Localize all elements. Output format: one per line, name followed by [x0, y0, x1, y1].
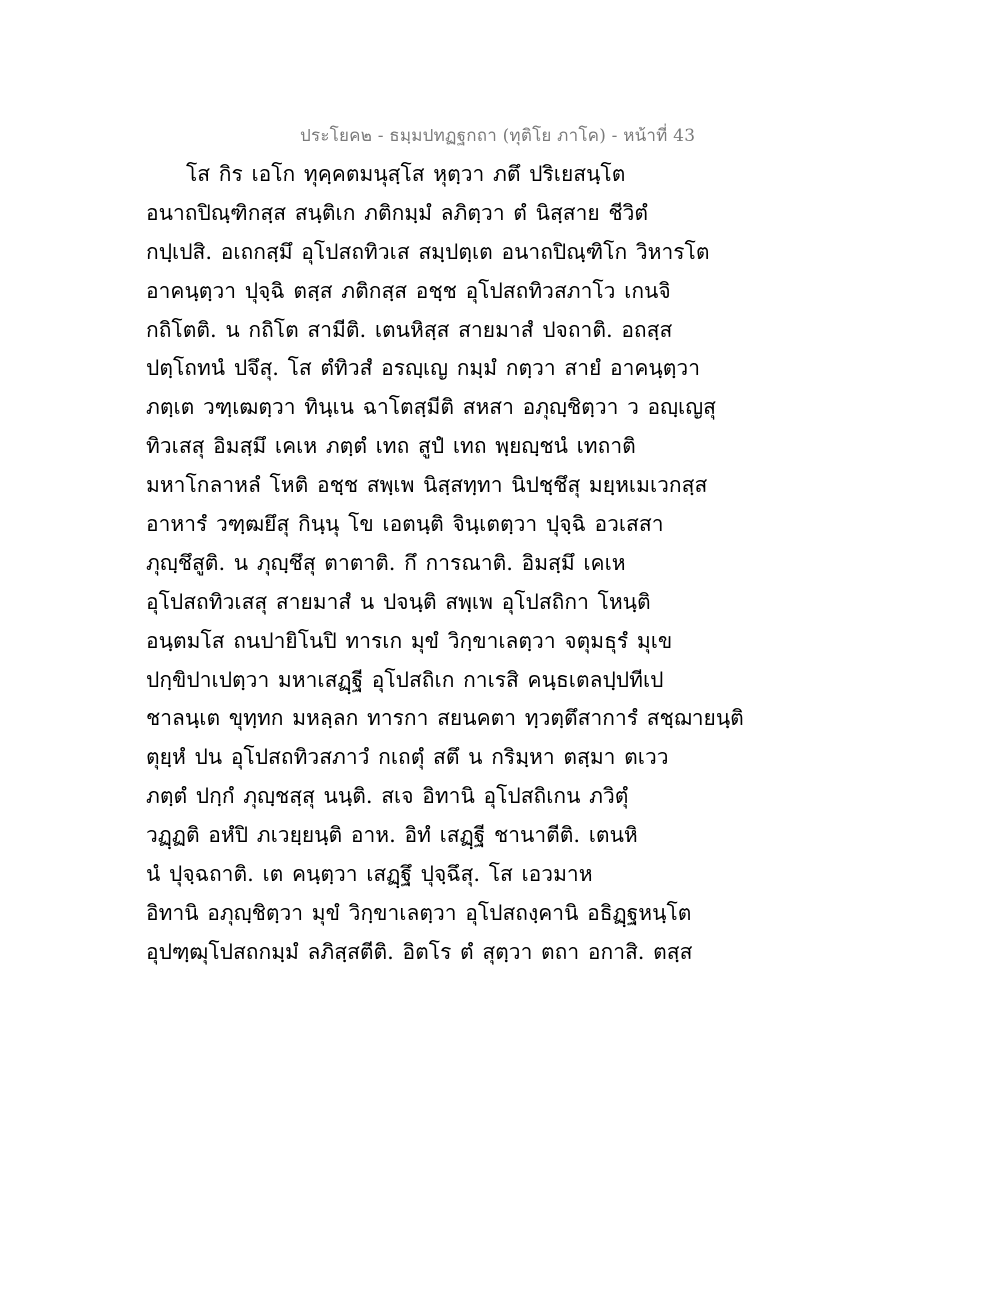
- text-line: ทิวเสสุ อิมสฺมึ เคเห ภตฺตํ เทถ สูปํ เทถ พฺยญฺชนํ เทถาติ: [146, 434, 636, 459]
- text-line: อนาถปิณฺฑิกสฺส สนฺติเก ภติกมฺมํ ลภิตฺวา ตํ นิสฺสาย ชีวิตํ: [146, 200, 649, 225]
- text-line: กถิโตติ. น กถิโต สามีติ. เตนหิสฺส สายมาสํ ปจถาติ. อถสฺส: [146, 317, 673, 342]
- text-line: อาคนฺตฺวา ปุจฺฉิ ตสฺส ภติกสฺส อชฺช อุโปสถทิวสภาโว เกนจิ: [146, 278, 671, 303]
- text-line: อาหารํ วฑฺฒยึสุ กินฺนุ โข เอตนฺติ จินฺเตตฺวา ปุจฺฉิ อวเสสา: [146, 512, 664, 537]
- text-line: ภตฺตํ ปกฺกํ ภุญฺชสฺสุ นนฺติ. สเจ อิทานิ อุโปสถิเกน ภวิตุํ: [146, 784, 629, 809]
- running-header: ประโยค๒ - ธมฺมปทฏฐกถา (ทุติโย ภาโค) - หน้าที่ 43: [300, 126, 696, 146]
- text-line: ตุยฺหํ ปน อุโปสถทิวสภาวํ กเถตุํ สตึ น กริมฺหา ตสฺมา ตเวว: [146, 745, 669, 770]
- text-line: นํ ปุจฺฉถาติ. เต คนฺตฺวา เสฏฺฐึ ปุจฺฉึสุ. โส เอวมาห: [146, 862, 593, 887]
- text-line: ภุญฺชึสูติ. น ภุญฺชึสุ ตาตาติ. กึ การณาติ. อิมสฺมึ เคเห: [146, 550, 626, 575]
- text-line: ภตฺเต วฑฺเฒตฺวา ทินฺเน ฉาโตสฺมีติ สหสา อภุญฺชิตฺวา ว อญฺเญสุ: [146, 395, 716, 420]
- text-line: ปกฺขิปาเปตฺวา มหาเสฏฺฐี อุโปสถิเก กาเรสิ คนฺธเตลปฺปทีเป: [146, 667, 664, 692]
- text-line: อุปฑฺฒุโปสถกมฺมํ ลภิสฺสตีติ. อิตโร ตํ สุตฺวา ตถา อกาสิ. ตสฺส: [146, 939, 693, 964]
- text-line: วฏฺฏติ อหํปิ ภเวยฺยนฺติ อาห. อิทํ เสฏฺฐี ชานาตีติ. เตนหิ: [146, 823, 638, 848]
- text-line: ปตฺโถทนํ ปจึสุ. โส ตํทิวสํ อรญฺเญ กมฺมํ กตฺวา สายํ อาคนฺตฺวา: [146, 356, 701, 381]
- text-line: กปฺเปสิ. อเถกสฺมึ อุโปสถทิวเส สมฺปตฺเต อนาถปิณฺฑิโก วิหารโต: [146, 239, 710, 264]
- text-line: อนฺตมโส ถนปายิโนปิ ทารเก มุขํ วิกฺขาเลตฺวา จตุมธุรํ มุเข: [146, 628, 673, 653]
- text-line: ชาลนฺเต ขุทฺทก มหลฺลก ทารกา สยนคตา ทฺวตฺตึสาการํ สชฺฌายนฺติ: [146, 706, 744, 731]
- text-line: มหาโกลาหลํ โหติ อชฺช สพฺเพ นิสฺสทฺทา นิปชฺชึสุ มยฺหเมเวกสฺส: [146, 473, 708, 498]
- text-line: โส กิร เอโก ทุคฺคตมนุสฺโส หุตฺวา ภตึ ปริเยสนฺโต: [186, 162, 626, 186]
- text-line: อิทานิ อภุญฺชิตฺวา มุขํ วิกฺขาเลตฺวา อุโปสถงฺคานิ อธิฏฺฐหนฺโต: [146, 900, 692, 925]
- body-text: [146, 155, 744, 972]
- text-line: อุโปสถทิวเสสุ สายมาสํ น ปจนฺติ สพฺเพ อุโปสถิกา โหนฺติ: [146, 589, 651, 614]
